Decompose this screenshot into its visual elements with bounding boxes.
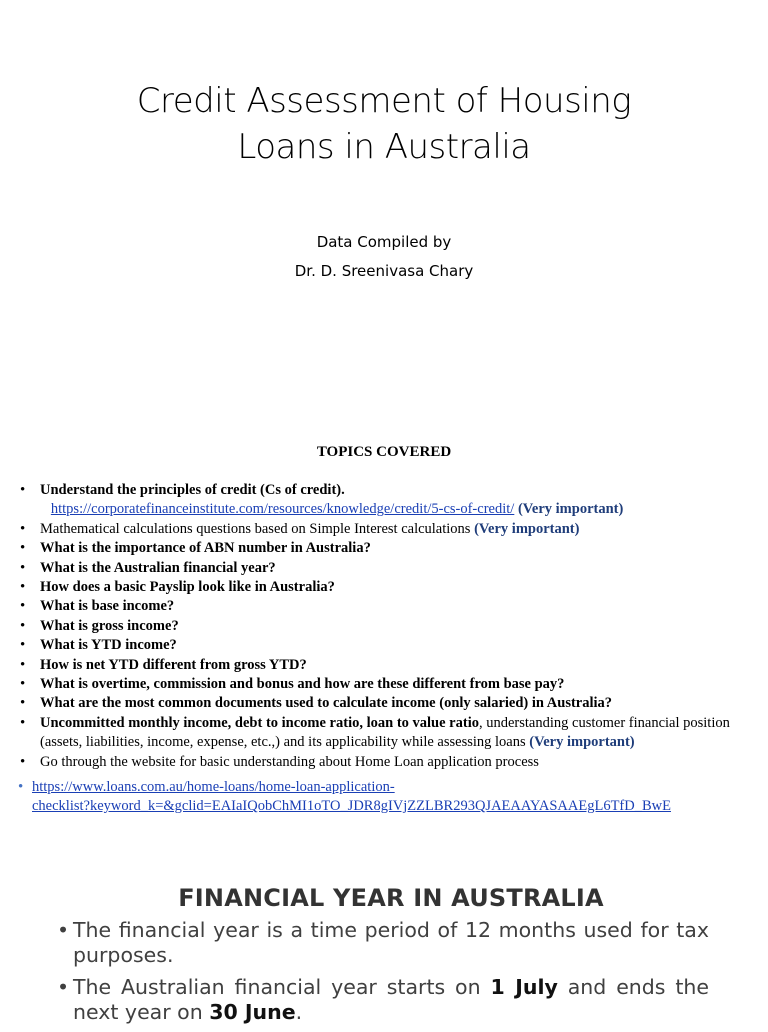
- home-loan-checklist-item: [18, 778, 768, 816]
- topic-text: What is overtime, commission and bonus and how are these different from base pay?: [40, 676, 565, 693]
- very-important-tag: (Very important): [529, 734, 635, 751]
- list-item: [18, 714, 760, 753]
- bullet-text: and ends the next year on: [73, 975, 710, 1024]
- bullet-text: The financial year is a time period of 12 months used for tax purposes.: [73, 918, 709, 967]
- author-name: Dr. D. Sreenivasa Chary: [294, 262, 474, 280]
- title-line-1: Credit Assessment of Housing: [136, 81, 632, 121]
- very-important-tag: (Very important): [517, 501, 624, 518]
- very-important-tag: (Very important): [474, 520, 580, 537]
- start-date: 1 July: [490, 975, 558, 999]
- title-line-2: Loans in Australia: [237, 127, 531, 167]
- list-item: [18, 539, 760, 558]
- topic-text: What is the Australian financial year?: [40, 559, 276, 576]
- topic-text: What is the importance of ABN number in Australia?: [40, 540, 371, 557]
- topics-heading: TOPICS COVERED: [316, 444, 452, 460]
- bullet-icon: •: [18, 779, 24, 795]
- bullet-text: The Australian financial year starts on: [73, 975, 491, 999]
- financial-year-list: [57, 918, 709, 1032]
- list-item: [18, 481, 760, 500]
- slide-title: [0, 78, 768, 170]
- topic-text-bold: Uncommitted monthly income, debt to income ratio, loan to value ratio: [40, 714, 479, 731]
- list-item: [18, 597, 760, 616]
- topic-text: How is net YTD different from gross YTD?: [40, 656, 307, 673]
- topic-text: Go through the website for basic understanding about Home Loan application process: [40, 753, 539, 770]
- list-item: [57, 918, 709, 968]
- end-date: 30 June: [209, 1000, 296, 1024]
- list-item: [18, 578, 760, 597]
- compiled-by-label: Data Compiled by: [316, 233, 452, 251]
- topic-text: Mathematical calculations questions based on Simple Interest calculations: [40, 520, 471, 537]
- list-item: [18, 520, 760, 539]
- bullet-text: .: [295, 1000, 303, 1024]
- list-item: [18, 617, 760, 636]
- list-item: [18, 694, 760, 713]
- list-item: [18, 500, 760, 519]
- link-line-1[interactable]: https://www.loans.com.au/home-loans/home-loan-application-: [32, 779, 395, 795]
- topic-text: How does a basic Payslip look like in Australia?: [40, 579, 335, 596]
- topic-text: Understand the principles of credit (Cs of credit).: [40, 482, 345, 498]
- author-block: [0, 228, 768, 286]
- list-item: [18, 636, 760, 655]
- list-item: [18, 559, 760, 578]
- topics-list: [18, 481, 760, 772]
- home-loan-checklist-link[interactable]: [32, 779, 671, 814]
- list-item: [18, 753, 760, 772]
- topic-text: What are the most common documents used to calculate income (only salaried) in Australia?: [40, 695, 613, 712]
- list-item: [57, 975, 709, 1025]
- cs-of-credit-link[interactable]: https://corporatefinanceinstitute.com/resources/knowledge/credit/5-cs-of-credit/: [50, 501, 515, 518]
- topic-text: What is gross income?: [40, 617, 179, 634]
- topic-text: , understanding customer financial position (assets, liabilities, income, expense, etc.,) and its applicability while assessing loans: [40, 714, 730, 751]
- topic-text: What is YTD income?: [40, 637, 177, 654]
- financial-year-heading: FINANCIAL YEAR IN AUSTRALIA: [178, 884, 604, 912]
- list-item: [18, 656, 760, 675]
- topic-text: What is base income?: [40, 598, 175, 615]
- list-item: [18, 675, 760, 694]
- link-line-2[interactable]: checklist?keyword_k=&gclid=EAIaIQobChMI1oTO_JDR8gIVjZZLBR293QJAEAAYASAAEgL6TfD_BwE: [32, 798, 671, 814]
